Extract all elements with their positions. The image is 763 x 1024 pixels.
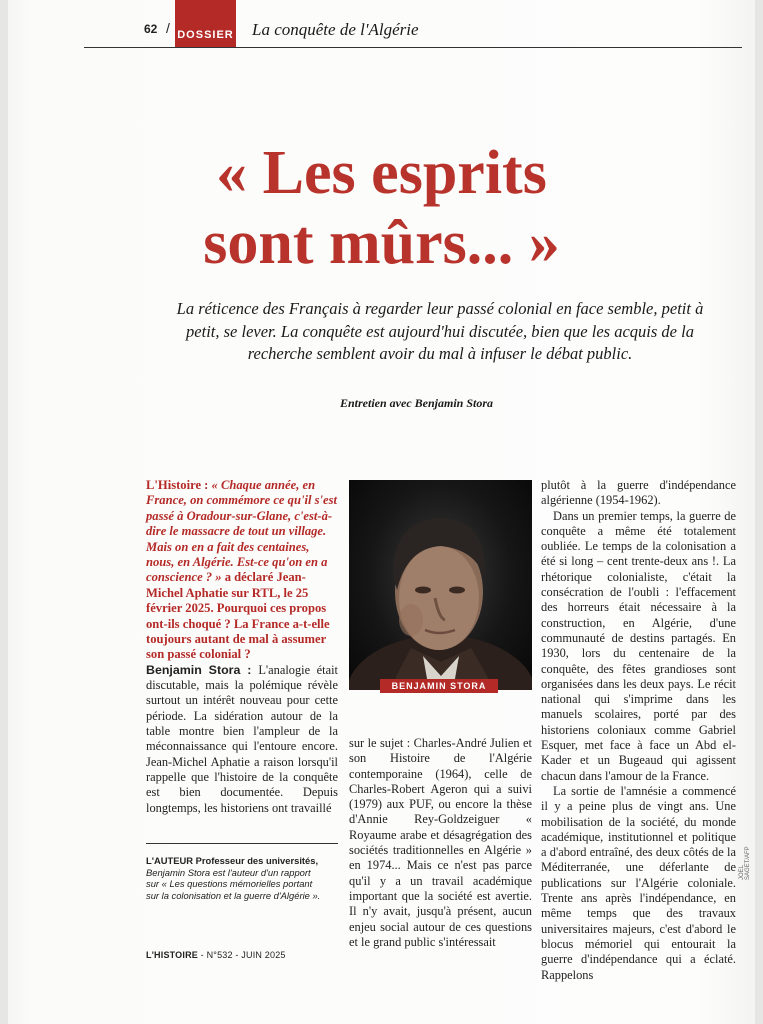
author-text: Benjamin Stora est l'auteur d'un rapport sur « Les questions mémorielles portant sur la colonisation et la guerre d'Algérie ». [146, 866, 321, 901]
footer-issue: - N°532 - JUIN 2025 [197, 950, 286, 960]
column-1-text: L'analogie était discutable, mais la polémique révèle surtout un intérêt nouveau pour cette période. La sidération autour de la table montre bien l'ampleur de la méconnaissance qui l'entoure encore. Jean-Michel Aphatie a raison lorsqu'il rappelle que l'histoire de la conquête est bien documentée. Depuis longtemps, les historiens ont travaillé [146, 662, 338, 815]
column-2 [349, 736, 532, 950]
byline: Entretien avec Benjamin Stora [340, 396, 494, 410]
portrait-photo [349, 480, 532, 690]
headline-line-1: « Les esprits [216, 139, 547, 207]
page-header [84, 0, 742, 48]
portrait-image [349, 480, 532, 690]
page-number: 62 [144, 22, 158, 36]
column-2-text: sur le sujet : Charles-André Julien et son Histoire de l'Algérie contemporaine (1964), celle de Charles-Robert Ageron qui a suivi (1979) aux PUF, ou encore la thèse d'Annie Rey-Goldzeiguer « Royaume arabe et désagrégation des sociétés traditionnelles en Algérie » en 1974... Mais ce n'est pas parce qu'il y a un travail académique important que la société est avertie. Il n'y avait, jusqu'à présent, aucun enjeu social autour de ces questions et le grand public s'intéressait [349, 736, 532, 949]
column-3-para-2: Dans un premier temps, la guerre de conquête a même été totalement oubliée. Le temps de la colonisation a été si long – cent trente-deux ans !. La rhétorique colonialiste, c'était la consécration de l'oubli : l'effacement des horreurs était nécessaire à la construction, en Algérie, d'une communauté de destins partagés. En 1930, lors du centenaire de la conquête, des fêtes grandioses sont organisées dans les deux pays. Le récit national qui s'imprime dans les manuels scolaires, porté par des historiens coloniaux comme Gabriel Esquer, met face à face un Abd el-Kader et un Bugeaud qui agissent chacun dans l'amour de la France. [541, 508, 736, 783]
author-box [146, 855, 324, 901]
headline-line-2: sont mûrs... » [203, 209, 560, 277]
question-quote: « Chaque année, en France, on commémore ce qu'il s'est passé à Oradour-sur-Glane, c'est-à-dire le massacre de tout un village. Mais on en a fait des centaines, nous, en Algérie. Est-ce qu'on en a conscience ? » [146, 478, 337, 585]
column-3-para-3: La sortie de l'amnésie a commencé il y a peine plus de vingt ans. Une mobilisation de la société, du monde académique, institutionnel et politique a d'abord entraîné, des deux côtés de la Méditerranée, une déferlante de publications sur l'Algérie coloniale. Trente ans après l'indépendance, en même temps que des travaux universitaires majeurs, c'est d'abord le blocus mémoriel qui entourait la guerre d'indépendance qui a éclaté. Rappelons [541, 783, 736, 982]
question-rest: a déclaré Jean-Michel Aphatie sur RTL, le 25 février 2025. Pourquoi ces propos ont-ils choqué ? La France a-t-elle toujours autant de mal à assumer son passé colonial ? [146, 570, 330, 662]
section-title: La conquête de l'Algérie [252, 20, 419, 39]
column-3 [541, 478, 736, 983]
author-label: L'AUTEUR Professeur des universités, [146, 855, 319, 866]
column-1 [146, 478, 338, 816]
question-speaker: L'Histoire : [146, 478, 212, 492]
question [146, 478, 338, 663]
column-3-para-1: plutôt à la guerre d'indépendance algérienne (1954-1962). [541, 478, 736, 508]
photo-credit: JOEL SAGET/AFP [739, 846, 751, 880]
header-separator: / [166, 20, 170, 36]
footer-magazine: L'HISTOIRE [146, 950, 198, 960]
answer-speaker: Benjamin Stora : [146, 662, 259, 677]
author-divider [146, 843, 338, 844]
photo-caption: BENJAMIN STORA [380, 679, 498, 693]
section-badge: DOSSIER [175, 0, 236, 47]
standfirst: La réticence des Français à regarder leur passé colonial en face semble, petit à petit, se lever. La conquête est aujourd'hui discutée, bien que les acquis de la recherche semblent avoir du mal à infuser le débat public. [176, 299, 704, 363]
page-footer [146, 950, 286, 960]
answer-paragraph [146, 663, 338, 816]
